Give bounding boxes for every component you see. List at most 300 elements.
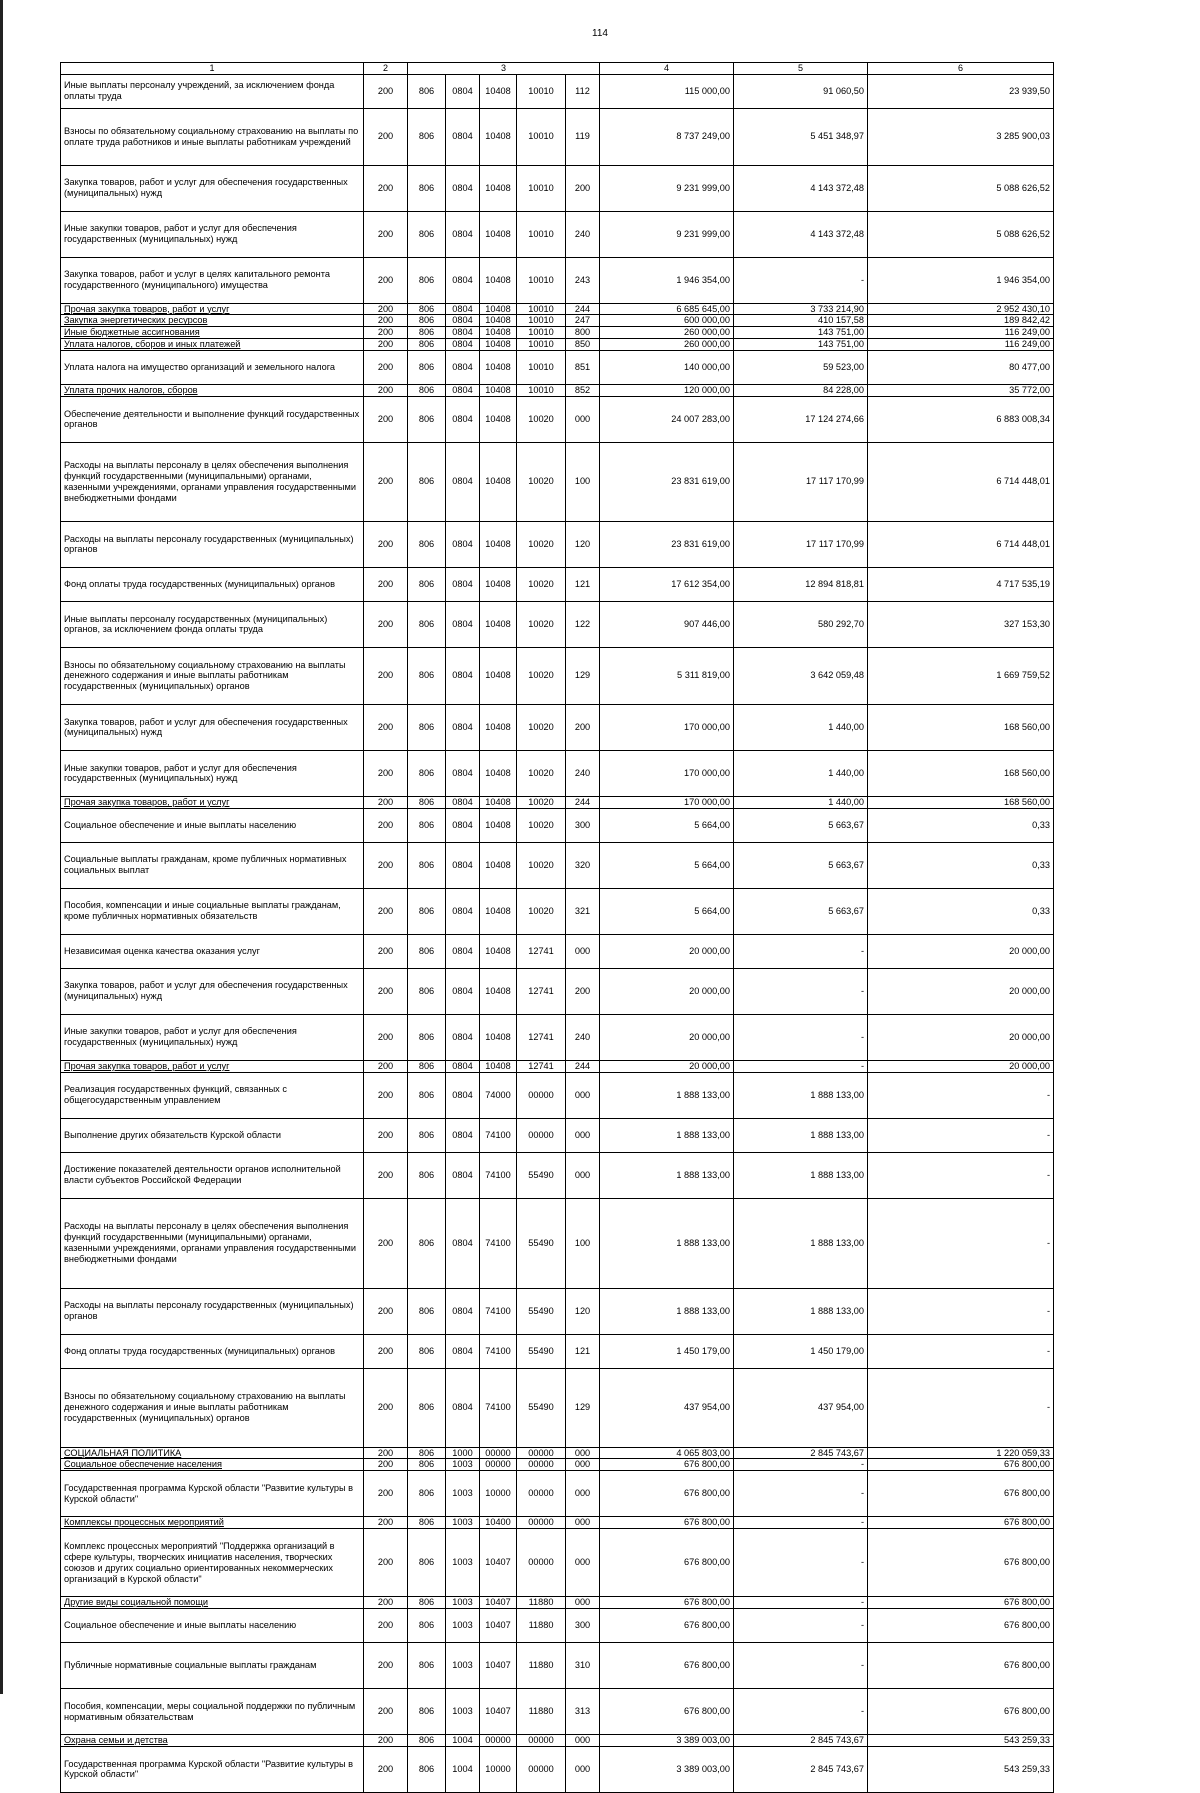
row-description: Пособия, компенсации, меры социальной поддержки по публичным нормативным обязательствам [61, 1689, 364, 1735]
row-code-program: 10408 [480, 315, 517, 327]
row-code-section: 0804 [446, 567, 480, 601]
column-header-4: 4 [600, 63, 734, 75]
row-value-4: 1 888 133,00 [600, 1198, 734, 1288]
row-code-expense-type: 300 [566, 808, 600, 842]
row-code-direction: 10010 [517, 108, 566, 165]
row-code-section: 0804 [446, 750, 480, 796]
row-code-expense-type: 200 [566, 165, 600, 211]
row-value-4: 20 000,00 [600, 934, 734, 968]
row-code-section: 0804 [446, 385, 480, 397]
row-description: Иные выплаты персоналу государственных (муниципальных) органов, за исключением фонда оплаты труда [61, 601, 364, 647]
row-code-section: 1003 [446, 1459, 480, 1471]
row-description: Реализация государственных функций, связанных с общегосударственным управлением [61, 1072, 364, 1118]
row-value-5: 5 663,67 [734, 808, 868, 842]
row-code-section: 0804 [446, 303, 480, 315]
row-code-direction: 00000 [517, 1529, 566, 1597]
table-row [61, 108, 1054, 165]
row-code-chapter: 806 [408, 888, 446, 934]
row-code-expense-type: 244 [566, 1060, 600, 1072]
row-code-program: 74100 [480, 1152, 517, 1198]
row-code-section: 0804 [446, 521, 480, 567]
row-value-4: 907 446,00 [600, 601, 734, 647]
row-value-6: 168 560,00 [868, 704, 1054, 750]
row-value-4: 676 800,00 [600, 1597, 734, 1609]
row-code-program: 00000 [480, 1459, 517, 1471]
table-row [61, 647, 1054, 704]
row-code-chapter: 806 [408, 1529, 446, 1597]
row-code-direction: 00000 [517, 1517, 566, 1529]
table-row [61, 1643, 1054, 1689]
row-value-5: 143 751,00 [734, 339, 868, 351]
row-code-direction: 11880 [517, 1643, 566, 1689]
row-value-5: - [734, 257, 868, 303]
row-value-4: 676 800,00 [600, 1529, 734, 1597]
row-value-6: 676 800,00 [868, 1597, 1054, 1609]
table-row [61, 211, 1054, 257]
row-code-program: 10407 [480, 1597, 517, 1609]
row-code-chapter: 806 [408, 108, 446, 165]
row-code-expense-type: 000 [566, 1517, 600, 1529]
row-code-expense-type: 100 [566, 442, 600, 521]
row-code-2: 200 [364, 1689, 408, 1735]
row-code-section: 0804 [446, 257, 480, 303]
table-row [61, 1746, 1054, 1792]
row-description: Прочая закупка товаров, работ и услуг [61, 1060, 364, 1072]
row-value-4: 676 800,00 [600, 1459, 734, 1471]
row-code-direction: 10020 [517, 750, 566, 796]
row-code-direction: 55490 [517, 1198, 566, 1288]
row-code-2: 200 [364, 888, 408, 934]
row-code-direction: 10020 [517, 704, 566, 750]
table-row [61, 808, 1054, 842]
row-code-chapter: 806 [408, 750, 446, 796]
table-row [61, 1368, 1054, 1447]
row-code-section: 1004 [446, 1735, 480, 1747]
row-description: Расходы на выплаты персоналу государственных (муниципальных) органов [61, 1288, 364, 1334]
row-code-direction: 55490 [517, 1334, 566, 1368]
row-value-5: - [734, 934, 868, 968]
table-row [61, 1288, 1054, 1334]
row-description: Публичные нормативные социальные выплаты гражданам [61, 1643, 364, 1689]
row-description: Социальное обеспечение и иные выплаты населению [61, 1609, 364, 1643]
row-description: Иные бюджетные ассигнования [61, 327, 364, 339]
table-row [61, 888, 1054, 934]
row-value-5: 410 157,58 [734, 315, 868, 327]
row-code-2: 200 [364, 704, 408, 750]
row-value-4: 8 737 249,00 [600, 108, 734, 165]
row-code-chapter: 806 [408, 1643, 446, 1689]
row-code-program: 10407 [480, 1643, 517, 1689]
row-code-direction: 10020 [517, 601, 566, 647]
row-code-direction: 12741 [517, 968, 566, 1014]
row-code-program: 10408 [480, 750, 517, 796]
row-value-5: 84 228,00 [734, 385, 868, 397]
row-value-6: 676 800,00 [868, 1459, 1054, 1471]
table-row [61, 842, 1054, 888]
row-code-2: 200 [364, 567, 408, 601]
row-code-program: 10408 [480, 521, 517, 567]
row-code-expense-type: 000 [566, 1735, 600, 1747]
row-value-6: 0,33 [868, 888, 1054, 934]
row-value-6: - [868, 1288, 1054, 1334]
row-value-4: 5 311 819,00 [600, 647, 734, 704]
row-value-5: 2 845 743,67 [734, 1735, 868, 1747]
row-code-program: 10408 [480, 647, 517, 704]
row-code-program: 10408 [480, 704, 517, 750]
row-code-expense-type: 121 [566, 1334, 600, 1368]
row-code-chapter: 806 [408, 796, 446, 808]
row-value-4: 1 888 133,00 [600, 1072, 734, 1118]
row-code-section: 1003 [446, 1689, 480, 1735]
row-value-5: 1 440,00 [734, 750, 868, 796]
table-row [61, 165, 1054, 211]
row-code-chapter: 806 [408, 934, 446, 968]
row-code-2: 200 [364, 257, 408, 303]
row-code-section: 0804 [446, 647, 480, 704]
row-value-5: 1 440,00 [734, 796, 868, 808]
row-value-4: 1 888 133,00 [600, 1152, 734, 1198]
row-code-section: 0804 [446, 601, 480, 647]
row-code-expense-type: 320 [566, 842, 600, 888]
row-value-5: 1 888 133,00 [734, 1288, 868, 1334]
row-code-chapter: 806 [408, 647, 446, 704]
row-value-4: 1 946 354,00 [600, 257, 734, 303]
row-code-section: 1003 [446, 1643, 480, 1689]
row-code-direction: 10020 [517, 888, 566, 934]
row-value-6: 0,33 [868, 842, 1054, 888]
row-code-program: 10408 [480, 108, 517, 165]
row-code-chapter: 806 [408, 1746, 446, 1792]
table-row [61, 1072, 1054, 1118]
row-code-2: 200 [364, 1118, 408, 1152]
budget-table [60, 62, 1054, 1793]
row-code-section: 0804 [446, 396, 480, 442]
row-code-section: 0804 [446, 74, 480, 108]
row-code-chapter: 806 [408, 704, 446, 750]
table-row [61, 704, 1054, 750]
row-code-direction: 12741 [517, 1060, 566, 1072]
row-description: Уплата налогов, сборов и иных платежей [61, 339, 364, 351]
row-value-4: 3 389 003,00 [600, 1746, 734, 1792]
row-description: Иные выплаты персоналу учреждений, за исключением фонда оплаты труда [61, 74, 364, 108]
row-code-expense-type: 850 [566, 339, 600, 351]
row-code-section: 0804 [446, 1060, 480, 1072]
row-code-2: 200 [364, 1471, 408, 1517]
table-row [61, 396, 1054, 442]
row-code-program: 10408 [480, 1014, 517, 1060]
row-code-chapter: 806 [408, 327, 446, 339]
row-code-direction: 11880 [517, 1689, 566, 1735]
row-code-2: 200 [364, 1198, 408, 1288]
row-code-expense-type: 000 [566, 396, 600, 442]
row-value-6: 676 800,00 [868, 1609, 1054, 1643]
row-code-expense-type: 240 [566, 211, 600, 257]
row-code-chapter: 806 [408, 1471, 446, 1517]
row-code-direction: 55490 [517, 1152, 566, 1198]
row-value-5: 1 440,00 [734, 704, 868, 750]
row-code-direction: 10020 [517, 521, 566, 567]
row-value-5: - [734, 1529, 868, 1597]
row-value-4: 676 800,00 [600, 1643, 734, 1689]
row-code-program: 74100 [480, 1198, 517, 1288]
row-code-expense-type: 200 [566, 704, 600, 750]
row-code-2: 200 [364, 351, 408, 385]
row-code-chapter: 806 [408, 351, 446, 385]
row-code-2: 200 [364, 647, 408, 704]
row-value-5: - [734, 968, 868, 1014]
row-code-chapter: 806 [408, 808, 446, 842]
table-row [61, 601, 1054, 647]
row-code-program: 74100 [480, 1288, 517, 1334]
row-code-section: 0804 [446, 1072, 480, 1118]
row-description: Уплата налога на имущество организаций и земельного налога [61, 351, 364, 385]
row-code-direction: 10020 [517, 647, 566, 704]
row-code-direction: 11880 [517, 1609, 566, 1643]
row-code-section: 0804 [446, 1334, 480, 1368]
row-code-expense-type: 122 [566, 601, 600, 647]
row-code-program: 10408 [480, 442, 517, 521]
row-code-program: 10408 [480, 601, 517, 647]
table-row [61, 1198, 1054, 1288]
row-code-chapter: 806 [408, 1689, 446, 1735]
row-code-expense-type: 247 [566, 315, 600, 327]
row-code-chapter: 806 [408, 303, 446, 315]
row-code-section: 0804 [446, 315, 480, 327]
row-description: Пособия, компенсации и иные социальные выплаты гражданам, кроме публичных нормативных обязательств [61, 888, 364, 934]
column-header-5: 5 [734, 63, 868, 75]
row-value-6: 3 285 900,03 [868, 108, 1054, 165]
row-code-2: 200 [364, 1288, 408, 1334]
row-code-section: 0804 [446, 1152, 480, 1198]
row-code-program: 74000 [480, 1072, 517, 1118]
row-code-direction: 55490 [517, 1288, 566, 1334]
row-value-4: 5 664,00 [600, 888, 734, 934]
row-value-4: 260 000,00 [600, 327, 734, 339]
row-code-direction: 11880 [517, 1597, 566, 1609]
row-value-4: 676 800,00 [600, 1609, 734, 1643]
row-code-chapter: 806 [408, 442, 446, 521]
row-code-section: 0804 [446, 442, 480, 521]
row-code-2: 200 [364, 1529, 408, 1597]
row-description: Иные закупки товаров, работ и услуг для обеспечения государственных (муниципальных) нужд [61, 1014, 364, 1060]
row-value-5: 17 117 170,99 [734, 521, 868, 567]
table-row [61, 1735, 1054, 1747]
row-code-expense-type: 120 [566, 521, 600, 567]
row-value-5: 437 954,00 [734, 1368, 868, 1447]
row-code-program: 10408 [480, 211, 517, 257]
row-value-6: 6 714 448,01 [868, 521, 1054, 567]
table-row [61, 1118, 1054, 1152]
row-code-program: 10408 [480, 385, 517, 397]
table-row [61, 1609, 1054, 1643]
row-code-2: 200 [364, 750, 408, 796]
row-value-6: - [868, 1368, 1054, 1447]
row-description: Социальные выплаты гражданам, кроме публичных нормативных социальных выплат [61, 842, 364, 888]
row-description: Государственная программа Курской области "Развитие культуры в Курской области" [61, 1471, 364, 1517]
row-value-4: 17 612 354,00 [600, 567, 734, 601]
row-code-section: 1004 [446, 1746, 480, 1792]
row-code-expense-type: 129 [566, 1368, 600, 1447]
row-code-section: 1003 [446, 1609, 480, 1643]
row-value-5: 1 888 133,00 [734, 1152, 868, 1198]
row-code-2: 200 [364, 1368, 408, 1447]
row-code-program: 10408 [480, 74, 517, 108]
table-row [61, 1447, 1054, 1459]
row-code-2: 200 [364, 1609, 408, 1643]
row-code-2: 200 [364, 601, 408, 647]
row-code-direction: 10010 [517, 211, 566, 257]
row-code-section: 0804 [446, 1288, 480, 1334]
row-value-4: 20 000,00 [600, 1060, 734, 1072]
row-value-4: 170 000,00 [600, 796, 734, 808]
row-value-5: 17 124 274,66 [734, 396, 868, 442]
row-value-6: 4 717 535,19 [868, 567, 1054, 601]
row-value-6: - [868, 1198, 1054, 1288]
row-code-section: 0804 [446, 339, 480, 351]
row-code-chapter: 806 [408, 1198, 446, 1288]
row-value-4: 676 800,00 [600, 1471, 734, 1517]
row-value-6: 20 000,00 [868, 1014, 1054, 1060]
row-value-6: 0,33 [868, 808, 1054, 842]
row-value-5: - [734, 1471, 868, 1517]
row-code-section: 0804 [446, 934, 480, 968]
row-value-6: 5 088 626,52 [868, 165, 1054, 211]
table-row [61, 567, 1054, 601]
row-code-chapter: 806 [408, 842, 446, 888]
row-value-6: 116 249,00 [868, 339, 1054, 351]
row-description: Взносы по обязательному социальному страхованию на выплаты денежного содержания и иные выплаты работникам государственных (муниципальных) органов [61, 647, 364, 704]
row-code-expense-type: 310 [566, 1643, 600, 1689]
row-value-5: - [734, 1060, 868, 1072]
row-code-chapter: 806 [408, 74, 446, 108]
row-code-expense-type: 240 [566, 1014, 600, 1060]
row-code-2: 200 [364, 1459, 408, 1471]
row-value-6: 116 249,00 [868, 327, 1054, 339]
row-value-5: 1 888 133,00 [734, 1198, 868, 1288]
row-code-chapter: 806 [408, 1152, 446, 1198]
row-code-program: 10408 [480, 303, 517, 315]
row-value-6: 20 000,00 [868, 968, 1054, 1014]
row-code-section: 0804 [446, 351, 480, 385]
row-value-6: 6 883 008,34 [868, 396, 1054, 442]
row-value-4: 115 000,00 [600, 74, 734, 108]
row-value-4: 24 007 283,00 [600, 396, 734, 442]
column-header-6: 6 [868, 63, 1054, 75]
row-code-2: 200 [364, 396, 408, 442]
row-code-program: 10408 [480, 808, 517, 842]
table-row [61, 1529, 1054, 1597]
row-code-chapter: 806 [408, 1735, 446, 1747]
row-value-5: 3 733 214,90 [734, 303, 868, 315]
row-value-6: - [868, 1334, 1054, 1368]
row-code-section: 0804 [446, 888, 480, 934]
row-code-chapter: 806 [408, 1597, 446, 1609]
row-code-expense-type: 300 [566, 1609, 600, 1643]
scan-edge [0, 0, 3, 1694]
row-code-chapter: 806 [408, 315, 446, 327]
row-code-2: 200 [364, 385, 408, 397]
row-value-4: 9 231 999,00 [600, 165, 734, 211]
table-row [61, 968, 1054, 1014]
row-code-direction: 10010 [517, 351, 566, 385]
row-code-2: 200 [364, 934, 408, 968]
table-row [61, 1689, 1054, 1735]
row-value-5: 1 888 133,00 [734, 1072, 868, 1118]
row-description: Независимая оценка качества оказания услуг [61, 934, 364, 968]
table-row [61, 1471, 1054, 1517]
row-code-chapter: 806 [408, 567, 446, 601]
row-code-expense-type: 000 [566, 934, 600, 968]
row-code-direction: 10010 [517, 303, 566, 315]
row-value-5: 5 451 348,97 [734, 108, 868, 165]
row-code-2: 200 [364, 968, 408, 1014]
row-description: Достижение показателей деятельности органов исполнительной власти субъектов Российской Федерации [61, 1152, 364, 1198]
row-code-2: 200 [364, 1060, 408, 1072]
row-value-4: 1 888 133,00 [600, 1118, 734, 1152]
table-row [61, 327, 1054, 339]
row-value-6: 1 669 759,52 [868, 647, 1054, 704]
row-code-direction: 10010 [517, 327, 566, 339]
row-code-expense-type: 100 [566, 1198, 600, 1288]
row-code-direction: 10010 [517, 339, 566, 351]
row-value-6: 1 220 059,33 [868, 1447, 1054, 1459]
row-value-4: 23 831 619,00 [600, 521, 734, 567]
row-code-program: 10408 [480, 396, 517, 442]
row-value-6: 327 153,30 [868, 601, 1054, 647]
row-code-section: 1003 [446, 1597, 480, 1609]
row-code-direction: 10020 [517, 796, 566, 808]
row-value-6: 543 259,33 [868, 1735, 1054, 1747]
row-value-5: 5 663,67 [734, 842, 868, 888]
row-code-program: 10408 [480, 968, 517, 1014]
row-code-2: 200 [364, 74, 408, 108]
row-code-direction: 10020 [517, 842, 566, 888]
row-description: Фонд оплаты труда государственных (муниципальных) органов [61, 1334, 364, 1368]
row-value-4: 20 000,00 [600, 968, 734, 1014]
row-value-6: 189 842,42 [868, 315, 1054, 327]
row-code-program: 10407 [480, 1689, 517, 1735]
table-row [61, 1014, 1054, 1060]
row-code-program: 10408 [480, 842, 517, 888]
row-code-2: 200 [364, 303, 408, 315]
row-code-direction: 00000 [517, 1735, 566, 1747]
row-value-6: 35 772,00 [868, 385, 1054, 397]
row-code-direction: 00000 [517, 1118, 566, 1152]
row-description: Комплексы процессных мероприятий [61, 1517, 364, 1529]
table-row [61, 1060, 1054, 1072]
row-value-5: - [734, 1643, 868, 1689]
row-value-6: 676 800,00 [868, 1689, 1054, 1735]
table-row [61, 934, 1054, 968]
row-value-4: 1 450 179,00 [600, 1334, 734, 1368]
row-value-5: 5 663,67 [734, 888, 868, 934]
row-value-4: 437 954,00 [600, 1368, 734, 1447]
row-description: Иные закупки товаров, работ и услуг для обеспечения государственных (муниципальных) нужд [61, 750, 364, 796]
row-value-5: - [734, 1459, 868, 1471]
table-row [61, 74, 1054, 108]
row-value-4: 3 389 003,00 [600, 1735, 734, 1747]
row-code-program: 10000 [480, 1471, 517, 1517]
column-header-3: 3 [408, 63, 600, 75]
row-code-2: 200 [364, 442, 408, 521]
row-value-5: 4 143 372,48 [734, 165, 868, 211]
row-code-direction: 12741 [517, 1014, 566, 1060]
row-code-section: 0804 [446, 1368, 480, 1447]
row-code-direction: 00000 [517, 1447, 566, 1459]
row-value-6: - [868, 1072, 1054, 1118]
row-code-chapter: 806 [408, 1288, 446, 1334]
row-value-5: 143 751,00 [734, 327, 868, 339]
